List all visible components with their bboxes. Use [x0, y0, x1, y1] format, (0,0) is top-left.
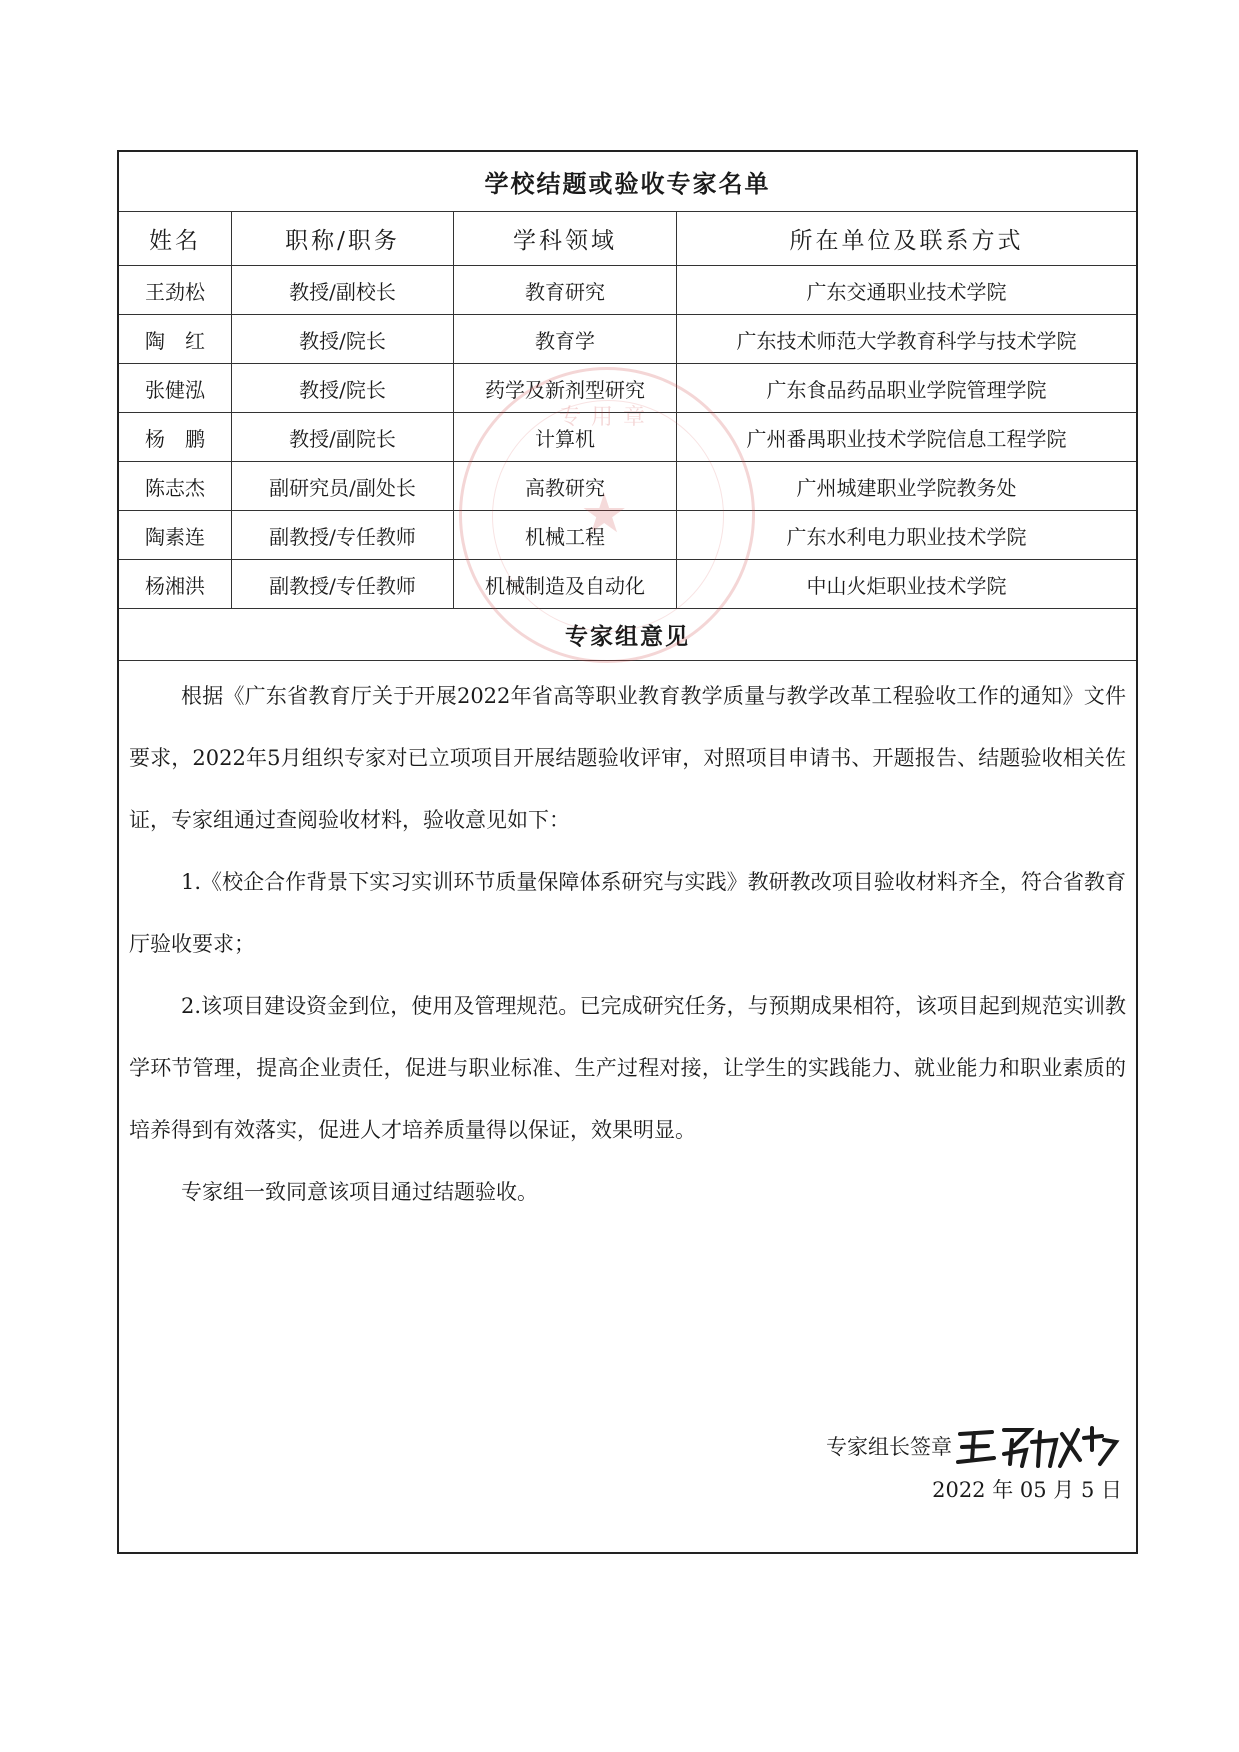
expert-title: 教授/副院长: [232, 413, 454, 461]
seal-lettering: 专用章: [558, 405, 656, 430]
signature-date: 2022 年 05 月 5 日: [932, 1478, 1122, 1502]
table-row: [119, 413, 1136, 462]
handwritten-signature: [952, 1420, 1122, 1472]
expert-affiliation: 广州城建职业学院教务处: [796, 475, 1017, 500]
expert-name: 陈志杰: [119, 462, 232, 510]
expert-affiliation: 广东食品药品职业学院管理学院: [766, 377, 1047, 402]
seal-star-icon: ★: [580, 482, 629, 545]
opinion-title: 专家组意见: [119, 609, 1136, 661]
signature-block: [826, 1420, 1122, 1472]
signature-label: 专家组长签章: [826, 1435, 952, 1459]
expert-field: 教育研究: [454, 266, 677, 314]
expert-name: 杨湘洪: [119, 560, 232, 608]
expert-field: 机械制造及自动化: [454, 560, 677, 608]
header-affiliation: 所在单位及联系方式: [789, 228, 1024, 254]
expert-affiliation: 广东水利电力职业技术学院: [786, 524, 1027, 549]
expert-name: 陶 红: [119, 315, 232, 363]
table-row: [119, 560, 1136, 609]
expert-affiliation: 广州番禺职业技术学院信息工程学院: [746, 426, 1067, 451]
table-row: [119, 511, 1136, 560]
expert-affiliation: 广东技术师范大学教育科学与技术学院: [736, 328, 1077, 353]
opinion-body: [129, 665, 1126, 1223]
expert-title: 教授/院长: [232, 315, 454, 363]
expert-field: 计算机: [454, 413, 677, 461]
header-name: 姓名: [119, 212, 232, 265]
expert-title: 副教授/专任教师: [232, 511, 454, 559]
expert-affiliation: 中山火炬职业技术学院: [806, 573, 1007, 598]
opinion-item-2: 2.该项目建设资金到位，使用及管理规范。已完成研究任务，与预期成果相符，该项目起到规范实训教学环节管理，提高企业责任，促进与职业标准、生产过程对接，让学生的实践能力、就业能力和职业素质的培养得到有效落实，促进人才培养质量得以保证，效果明显。: [129, 994, 1126, 1142]
expert-title: 副教授/专任教师: [232, 560, 454, 608]
expert-name: 陶素连: [119, 511, 232, 559]
expert-name: 张健泓: [119, 364, 232, 412]
expert-field: 机械工程: [454, 511, 677, 559]
table-row: [119, 462, 1136, 511]
expert-field: 药学及新剂型研究: [454, 364, 677, 412]
expert-title: 副研究员/副处长: [232, 462, 454, 510]
expert-name: 杨 鹏: [119, 413, 232, 461]
table-row: [119, 364, 1136, 413]
expert-affiliation: 广东交通职业技术学院: [806, 279, 1007, 304]
table-title: 学校结题或验收专家名单: [119, 152, 1136, 212]
opinion-intro: 根据《广东省教育厅关于开展2022年省高等职业教育教学质量与教学改革工程验收工作的通知》文件要求，2022年5月组织专家对已立项项目开展结题验收评审，对照项目申请书、开题报告、结题验收相关佐证，专家组通过查阅验收材料，验收意见如下：: [129, 684, 1126, 832]
expert-field: 高教研究: [454, 462, 677, 510]
opinion-item-1: 1.《校企合作背景下实习实训环节质量保障体系研究与实践》教研教改项目验收材料齐全，符合省教育厅验收要求；: [129, 870, 1126, 956]
header-title: 职称/职务: [232, 212, 454, 265]
table-header-row: [119, 212, 1136, 266]
document-frame: [117, 150, 1138, 1554]
table-row: [119, 315, 1136, 364]
expert-name: 王劲松: [119, 266, 232, 314]
table-row: [119, 266, 1136, 315]
expert-title: 教授/院长: [232, 364, 454, 412]
opinion-conclusion: 专家组一致同意该项目通过结题验收。: [181, 1180, 538, 1204]
expert-field: 教育学: [454, 315, 677, 363]
header-field: 学科领域: [454, 212, 677, 265]
expert-title: 教授/副校长: [232, 266, 454, 314]
